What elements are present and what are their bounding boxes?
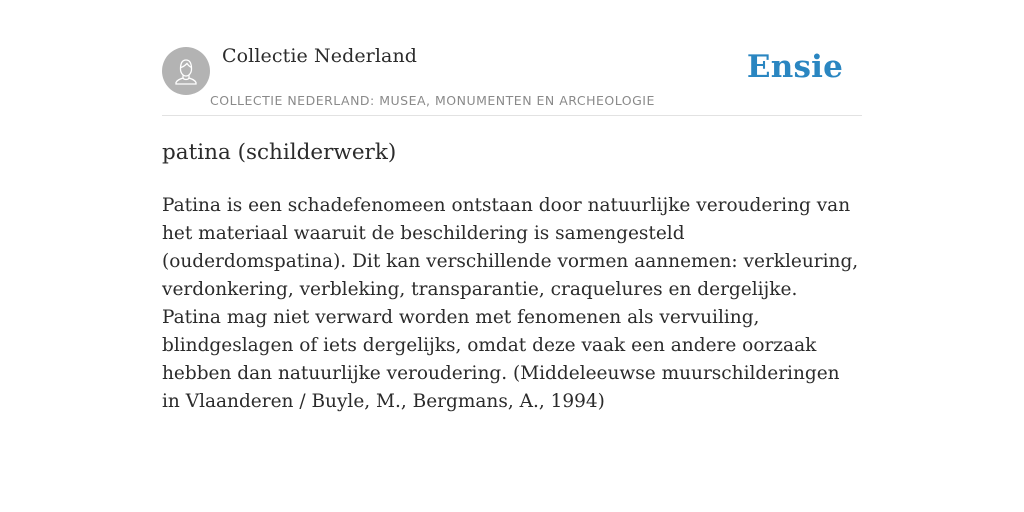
entry-card — [162, 0, 862, 412]
entry-header — [162, 0, 862, 116]
entry-title: patina (schilderwerk) — [162, 140, 397, 165]
brand-logo[interactable]: Ensie — [746, 49, 843, 85]
entry-body: Patina is een schadefenomeen ontstaan door natuurlijke veroudering van het materiaal waaruit de beschildering is samengesteld (ouderdomspatina). Dit kan verschillende vormen aannemen: verkleuring, verdonkering, verbleking, transparantie, craquelures en dergelijke. Patina mag niet verward worden met fenomenen als vervuiling, blindgeslagen of iets dergelijks, omdat deze vaak een andere oorzaak hebben dan natuurlijke veroudering. (Middeleeuwse muurschilderingen in Vlaanderen / Buyle, M., Bergmans, A., 1994) — [162, 195, 859, 412]
avatar[interactable] — [162, 47, 210, 95]
source-subtitle[interactable]: COLLECTIE NEDERLAND: MUSEA, MONUMENTEN EN ARCHEOLOGIE — [210, 93, 655, 108]
author-name[interactable]: Collectie Nederland — [222, 45, 418, 67]
user-icon — [162, 47, 210, 95]
